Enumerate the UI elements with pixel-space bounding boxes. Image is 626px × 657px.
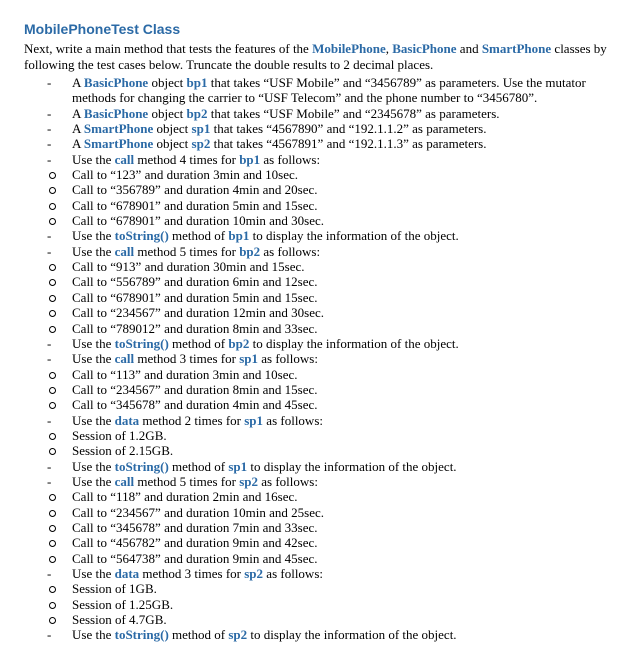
intro-text: Next, write a main method that tests the features of the	[24, 41, 313, 56]
sub-step-item: Call to “564738” and duration 9min and 45sec.	[24, 551, 616, 566]
item-text: object	[148, 105, 187, 121]
item-text: method 2 times for	[139, 412, 245, 428]
item-text: object	[148, 75, 187, 90]
code-identifier: sp2	[244, 566, 264, 581]
test-case-list	[24, 75, 616, 643]
sub-step-item: Call to “123” and duration 3min and 10sec.	[24, 167, 616, 182]
sub-step-item: Call to “345678” and duration 7min and 33sec.	[24, 520, 616, 535]
code-identifier: call	[114, 151, 135, 167]
code-identifier: sp1	[228, 458, 248, 474]
test-case-item	[24, 459, 616, 474]
code-identifier: bp2	[186, 105, 208, 121]
code-identifier: call	[114, 473, 135, 489]
sub-step-item: Session of 1.2GB.	[24, 428, 616, 443]
item-text: A	[72, 105, 84, 121]
item-text: Use the	[72, 228, 115, 244]
sub-step-item: Call to “345678” and duration 4min and 45sec.	[24, 397, 616, 412]
sub-step-list	[24, 581, 616, 627]
item-text: A	[72, 136, 84, 152]
test-case-item	[24, 627, 616, 642]
item-text: Use the	[72, 351, 115, 367]
test-case-item	[24, 474, 616, 489]
sub-step-item: Session of 4.7GB.	[24, 612, 616, 627]
code-identifier: sp1	[244, 412, 264, 428]
code-identifier: toString()	[114, 228, 169, 244]
item-text: that takes “USF Mobile” and “2345678” as parameters.	[207, 105, 500, 121]
item-text: Use the	[72, 627, 115, 643]
item-text: Use the	[72, 566, 115, 581]
sub-step-item: Call to “234567” and duration 8min and 15sec.	[24, 382, 616, 397]
section-title: MobilePhoneTest Class	[24, 21, 181, 37]
item-text: that takes “USF Mobile” and “3456789” as parameters. Use the mutator methods for changing the carrier to “USF Telecom” and the phone number to “3456780”.	[72, 75, 586, 106]
item-text: Use the	[72, 335, 115, 351]
item-text: Use the	[72, 243, 115, 259]
item-text: as follows:	[257, 473, 318, 489]
intro-text: and	[456, 41, 482, 56]
item-text: as follows:	[263, 412, 323, 428]
item-text: as follows:	[260, 243, 321, 259]
item-text: to display the information of the object.	[247, 458, 457, 474]
item-text: method of	[168, 228, 229, 244]
code-identifier: call	[114, 243, 135, 259]
sub-step-item: Session of 1GB.	[24, 581, 616, 596]
test-case-item	[24, 136, 616, 151]
item-text: object	[153, 136, 192, 152]
test-case-item	[24, 121, 616, 136]
class-name-mobilephone: MobilePhone	[312, 41, 386, 56]
item-text: method 5 times for	[134, 243, 240, 259]
sub-step-item: Call to “356789” and duration 4min and 20sec.	[24, 182, 616, 197]
code-identifier: bp1	[186, 75, 208, 90]
code-identifier: BasicPhone	[83, 75, 149, 90]
code-identifier: toString()	[114, 335, 169, 351]
item-text: Use the	[72, 458, 115, 474]
sub-step-list	[24, 428, 616, 459]
item-text: to display the information of the object.	[249, 335, 459, 351]
code-identifier: bp2	[239, 243, 261, 259]
sub-step-item: Call to “456782” and duration 9min and 42sec.	[24, 535, 616, 550]
code-identifier: BasicPhone	[83, 105, 149, 121]
sub-step-item: Call to “913” and duration 30min and 15sec.	[24, 259, 616, 274]
test-case-item	[24, 336, 616, 351]
item-text: Use the	[72, 473, 115, 489]
code-identifier: bp1	[228, 228, 250, 244]
sub-step-item: Call to “234567” and duration 12min and 30sec.	[24, 305, 616, 320]
code-identifier: bp2	[228, 335, 250, 351]
test-case-item	[24, 566, 616, 581]
code-identifier: sp2	[228, 627, 248, 643]
sub-step-item: Call to “113” and duration 3min and 10sec.	[24, 367, 616, 382]
code-identifier: data	[114, 412, 140, 428]
item-text: to display the information of the object.	[249, 228, 459, 244]
code-identifier: toString()	[114, 627, 169, 643]
item-text: object	[153, 121, 192, 137]
item-text: method of	[168, 458, 229, 474]
test-case-item	[24, 75, 616, 106]
sub-step-item: Session of 1.25GB.	[24, 597, 616, 612]
code-identifier: SmartPhone	[83, 121, 154, 137]
item-text: method of	[168, 627, 229, 643]
test-case-item	[24, 228, 616, 243]
item-text: A	[72, 75, 84, 90]
sub-step-item: Call to “678901” and duration 5min and 15sec.	[24, 198, 616, 213]
item-text: method of	[168, 335, 229, 351]
code-identifier: bp1	[239, 151, 261, 167]
sub-step-list	[24, 259, 616, 336]
sub-step-item: Call to “234567” and duration 10min and 25sec.	[24, 505, 616, 520]
code-identifier: call	[114, 351, 135, 367]
item-text: that takes “4567890” and “192.1.1.2” as parameters.	[210, 121, 487, 137]
item-text: as follows:	[263, 566, 323, 581]
code-identifier: toString()	[114, 458, 169, 474]
test-case-item	[24, 152, 616, 167]
sub-step-item: Call to “678901” and duration 5min and 15sec.	[24, 290, 616, 305]
sub-step-list	[24, 167, 616, 228]
item-text: as follows:	[260, 151, 321, 167]
item-text: method 3 times for	[139, 566, 245, 581]
code-identifier: sp1	[239, 351, 258, 367]
item-text: method 5 times for	[134, 473, 240, 489]
test-case-item	[24, 351, 616, 366]
item-text: A	[72, 121, 84, 137]
class-name-smartphone: SmartPhone	[481, 41, 552, 56]
sub-step-item: Call to “789012” and duration 8min and 33sec.	[24, 321, 616, 336]
sub-step-list	[24, 367, 616, 413]
item-text: method 4 times for	[134, 151, 240, 167]
sub-step-item: Call to “556789” and duration 6min and 12sec.	[24, 274, 616, 289]
sub-step-item: Call to “678901” and duration 10min and 30sec.	[24, 213, 616, 228]
item-text: Use the	[72, 412, 115, 428]
intro-text: classes by following the test cases below. Truncate the double results to 2 decimal places.	[24, 41, 607, 72]
test-case-item	[24, 244, 616, 259]
item-text: to display the information of the object.	[247, 627, 457, 643]
item-text: Use the	[72, 151, 115, 167]
sub-step-list	[24, 489, 616, 566]
item-text: that takes “4567891” and “192.1.1.3” as parameters.	[210, 136, 487, 152]
item-text: as follows:	[257, 351, 318, 367]
sub-step-item: Call to “118” and duration 2min and 16sec.	[24, 489, 616, 504]
code-identifier: sp2	[191, 136, 211, 152]
test-case-item	[24, 413, 616, 428]
code-identifier: sp1	[191, 121, 211, 137]
code-identifier: data	[114, 566, 140, 581]
code-identifier: SmartPhone	[83, 136, 154, 152]
class-name-basicphone: BasicPhone	[392, 41, 457, 56]
test-case-item	[24, 106, 616, 121]
item-text: method 3 times for	[134, 351, 240, 367]
intro-text: ,	[385, 41, 393, 56]
intro-paragraph	[24, 41, 616, 73]
code-identifier: sp2	[239, 473, 258, 489]
sub-step-item: Session of 2.15GB.	[24, 443, 616, 458]
